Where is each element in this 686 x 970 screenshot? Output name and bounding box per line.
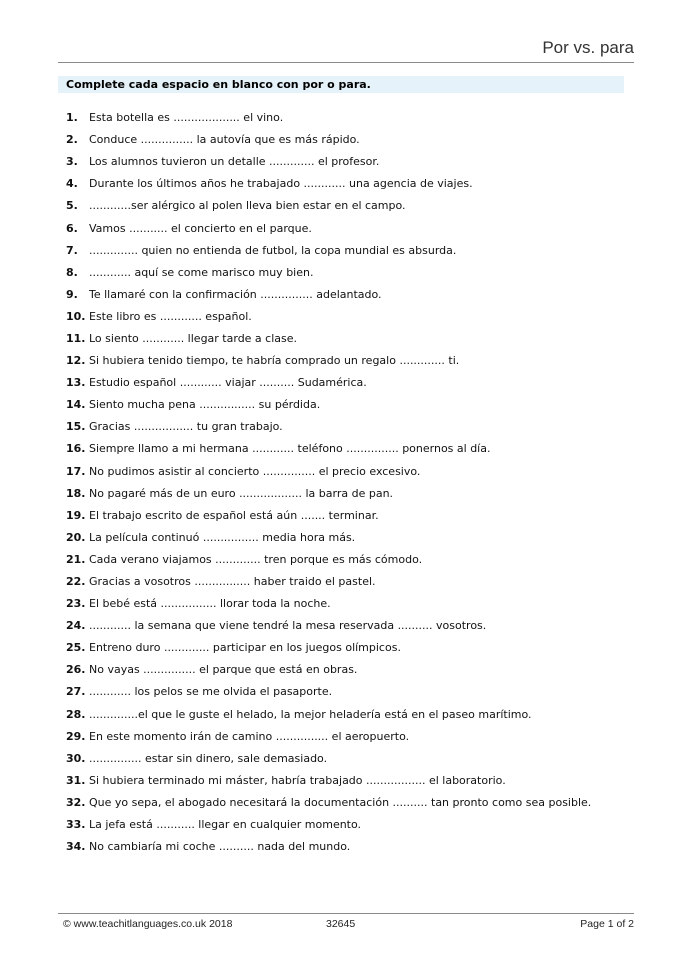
exercise-sentence: Estudio español ............ viajar .......... Sudamérica. [89, 376, 367, 390]
instruction-text: Complete cada espacio en blanco con por o para. [66, 78, 371, 91]
exercise-number: 21. [66, 552, 86, 566]
exercise-sentence: Los alumnos tuvieron un detalle ............. el profesor. [89, 155, 380, 169]
exercise-number: 4. [66, 177, 78, 191]
exercise-sentence: La jefa está ........... llegar en cualquier momento. [89, 818, 362, 832]
exercise-sentence: Conduce ............... la autovía que es más rápido. [89, 133, 360, 147]
exercise-item [66, 681, 646, 703]
exercise-number: 18. [66, 486, 86, 500]
exercise-item [66, 659, 646, 681]
exercise-sentence: ............ aquí se come marisco muy bien. [89, 265, 314, 279]
exercise-sentence: Si hubiera tenido tiempo, te habría comprado un regalo ............. ti. [89, 354, 460, 368]
exercise-item [66, 151, 646, 173]
exercise-item [66, 394, 646, 416]
exercise-item [66, 262, 646, 284]
exercise-number: 34. [66, 840, 86, 854]
exercise-item [66, 527, 646, 549]
exercise-number: 9. [66, 287, 78, 301]
exercise-item [66, 748, 646, 770]
exercise-number: 28. [66, 707, 86, 721]
exercise-number: 29. [66, 729, 86, 743]
exercise-sentence: Siempre llamo a mi hermana ............ teléfono ............... ponernos al día. [89, 442, 491, 456]
exercise-number: 33. [66, 818, 86, 832]
footer-resource-code: 32645 [326, 918, 356, 930]
exercise-item [66, 438, 646, 460]
exercise-sentence: ............ la semana que viene tendré la mesa reservada .......... vosotros. [89, 619, 487, 633]
exercise-item [66, 637, 646, 659]
exercise-sentence: Lo siento ............ llegar tarde a clase. [89, 331, 298, 345]
exercise-item [66, 704, 646, 726]
exercise-number: 27. [66, 685, 86, 699]
exercise-number: 15. [66, 420, 86, 434]
exercise-sentence: Te llamaré con la confirmación ............... adelantado. [89, 287, 382, 301]
exercise-number: 12. [66, 354, 86, 368]
footer-divider [58, 913, 634, 914]
exercise-sentence: Que yo sepa, el abogado necesitará la documentación .......... tan pronto como sea posible. [89, 795, 592, 809]
exercise-item [66, 372, 646, 394]
exercise-number: 2. [66, 133, 78, 147]
exercise-number: 17. [66, 464, 86, 478]
exercise-item [66, 726, 646, 748]
exercise-sentence: Si hubiera terminado mi máster, habría trabajado ................. el laboratorio. [89, 773, 506, 787]
exercise-item [66, 505, 646, 527]
exercise-sentence: Gracias a vosotros ................ haber traido el pastel. [89, 575, 376, 589]
exercise-item [66, 593, 646, 615]
exercise-sentence: Gracias ................. tu gran trabajo. [89, 420, 283, 434]
exercise-item [66, 549, 646, 571]
exercise-item [66, 173, 646, 195]
exercise-sentence: En este momento irán de camino ............... el aeropuerto. [89, 729, 410, 743]
exercise-item [66, 836, 646, 858]
exercise-number: 13. [66, 376, 86, 390]
exercise-number: 23. [66, 597, 86, 611]
exercise-item [66, 461, 646, 483]
exercise-item [66, 129, 646, 151]
exercise-number: 31. [66, 773, 86, 787]
exercise-item [66, 571, 646, 593]
header-divider [58, 62, 634, 63]
exercise-number: 5. [66, 199, 78, 213]
exercise-number: 19. [66, 508, 86, 522]
exercise-number: 1. [66, 111, 78, 125]
exercise-sentence: ............... estar sin dinero, sale demasiado. [89, 751, 328, 765]
exercise-item [66, 350, 646, 372]
exercise-sentence: No pagaré más de un euro .................. la barra de pan. [89, 486, 394, 500]
exercise-item [66, 792, 646, 814]
exercise-number: 6. [66, 221, 78, 235]
exercise-item [66, 284, 646, 306]
exercise-number: 14. [66, 398, 86, 412]
exercise-sentence: Cada verano viajamos ............. tren porque es más cómodo. [89, 552, 423, 566]
exercise-number: 24. [66, 619, 86, 633]
exercise-item [66, 814, 646, 836]
exercise-number: 22. [66, 575, 86, 589]
exercise-number: 25. [66, 641, 86, 655]
exercise-number: 8. [66, 265, 78, 279]
exercise-sentence: Vamos ........... el concierto en el parque. [89, 221, 312, 235]
exercise-number: 26. [66, 663, 86, 677]
exercise-item [66, 483, 646, 505]
exercise-item [66, 107, 646, 129]
exercise-number: 10. [66, 309, 86, 323]
exercise-item [66, 615, 646, 637]
exercise-sentence: No pudimos asistir al concierto ............... el precio excesivo. [89, 464, 421, 478]
exercise-item [66, 416, 646, 438]
exercise-item [66, 240, 646, 262]
exercise-number: 7. [66, 243, 78, 257]
footer-page-number: Page 1 of 2 [580, 918, 634, 930]
exercise-number: 30. [66, 751, 86, 765]
exercise-sentence: Este libro es ............ español. [89, 309, 252, 323]
exercise-item [66, 306, 646, 328]
exercise-item [66, 195, 646, 217]
exercise-sentence: El trabajo escrito de español está aún ....... terminar. [89, 508, 379, 522]
exercise-sentence: ..............el que le guste el helado, la mejor heladería está en el paseo marítimo. [89, 707, 532, 721]
exercise-number: 20. [66, 530, 86, 544]
exercise-sentence: No cambiaría mi coche .......... nada del mundo. [89, 840, 351, 854]
exercise-list [66, 107, 646, 858]
exercise-number: 16. [66, 442, 86, 456]
exercise-item [66, 770, 646, 792]
exercise-sentence: Esta botella es ................... el vino. [89, 111, 284, 125]
exercise-sentence: El bebé está ................ llorar toda la noche. [89, 597, 331, 611]
exercise-sentence: Siento mucha pena ................ su pérdida. [89, 398, 321, 412]
exercise-sentence: ............ser alérgico al polen lleva bien estar en el campo. [89, 199, 406, 213]
page-title: Por vs. para [542, 38, 634, 57]
footer-copyright: © www.teachitlanguages.co.uk 2018 [63, 918, 233, 930]
exercise-sentence: .............. quien no entienda de futbol, la copa mundial es absurda. [89, 243, 457, 257]
exercise-sentence: La película continuó ................ media hora más. [89, 530, 356, 544]
exercise-number: 32. [66, 795, 86, 809]
exercise-sentence: Durante los últimos años he trabajado ............ una agencia de viajes. [89, 177, 473, 191]
exercise-number: 11. [66, 331, 86, 345]
exercise-item [66, 217, 646, 239]
exercise-number: 3. [66, 155, 78, 169]
exercise-sentence: No vayas ............... el parque que está en obras. [89, 663, 358, 677]
exercise-sentence: ............ los pelos se me olvida el pasaporte. [89, 685, 333, 699]
exercise-item [66, 328, 646, 350]
exercise-sentence: Entreno duro ............. participar en los juegos olímpicos. [89, 641, 401, 655]
